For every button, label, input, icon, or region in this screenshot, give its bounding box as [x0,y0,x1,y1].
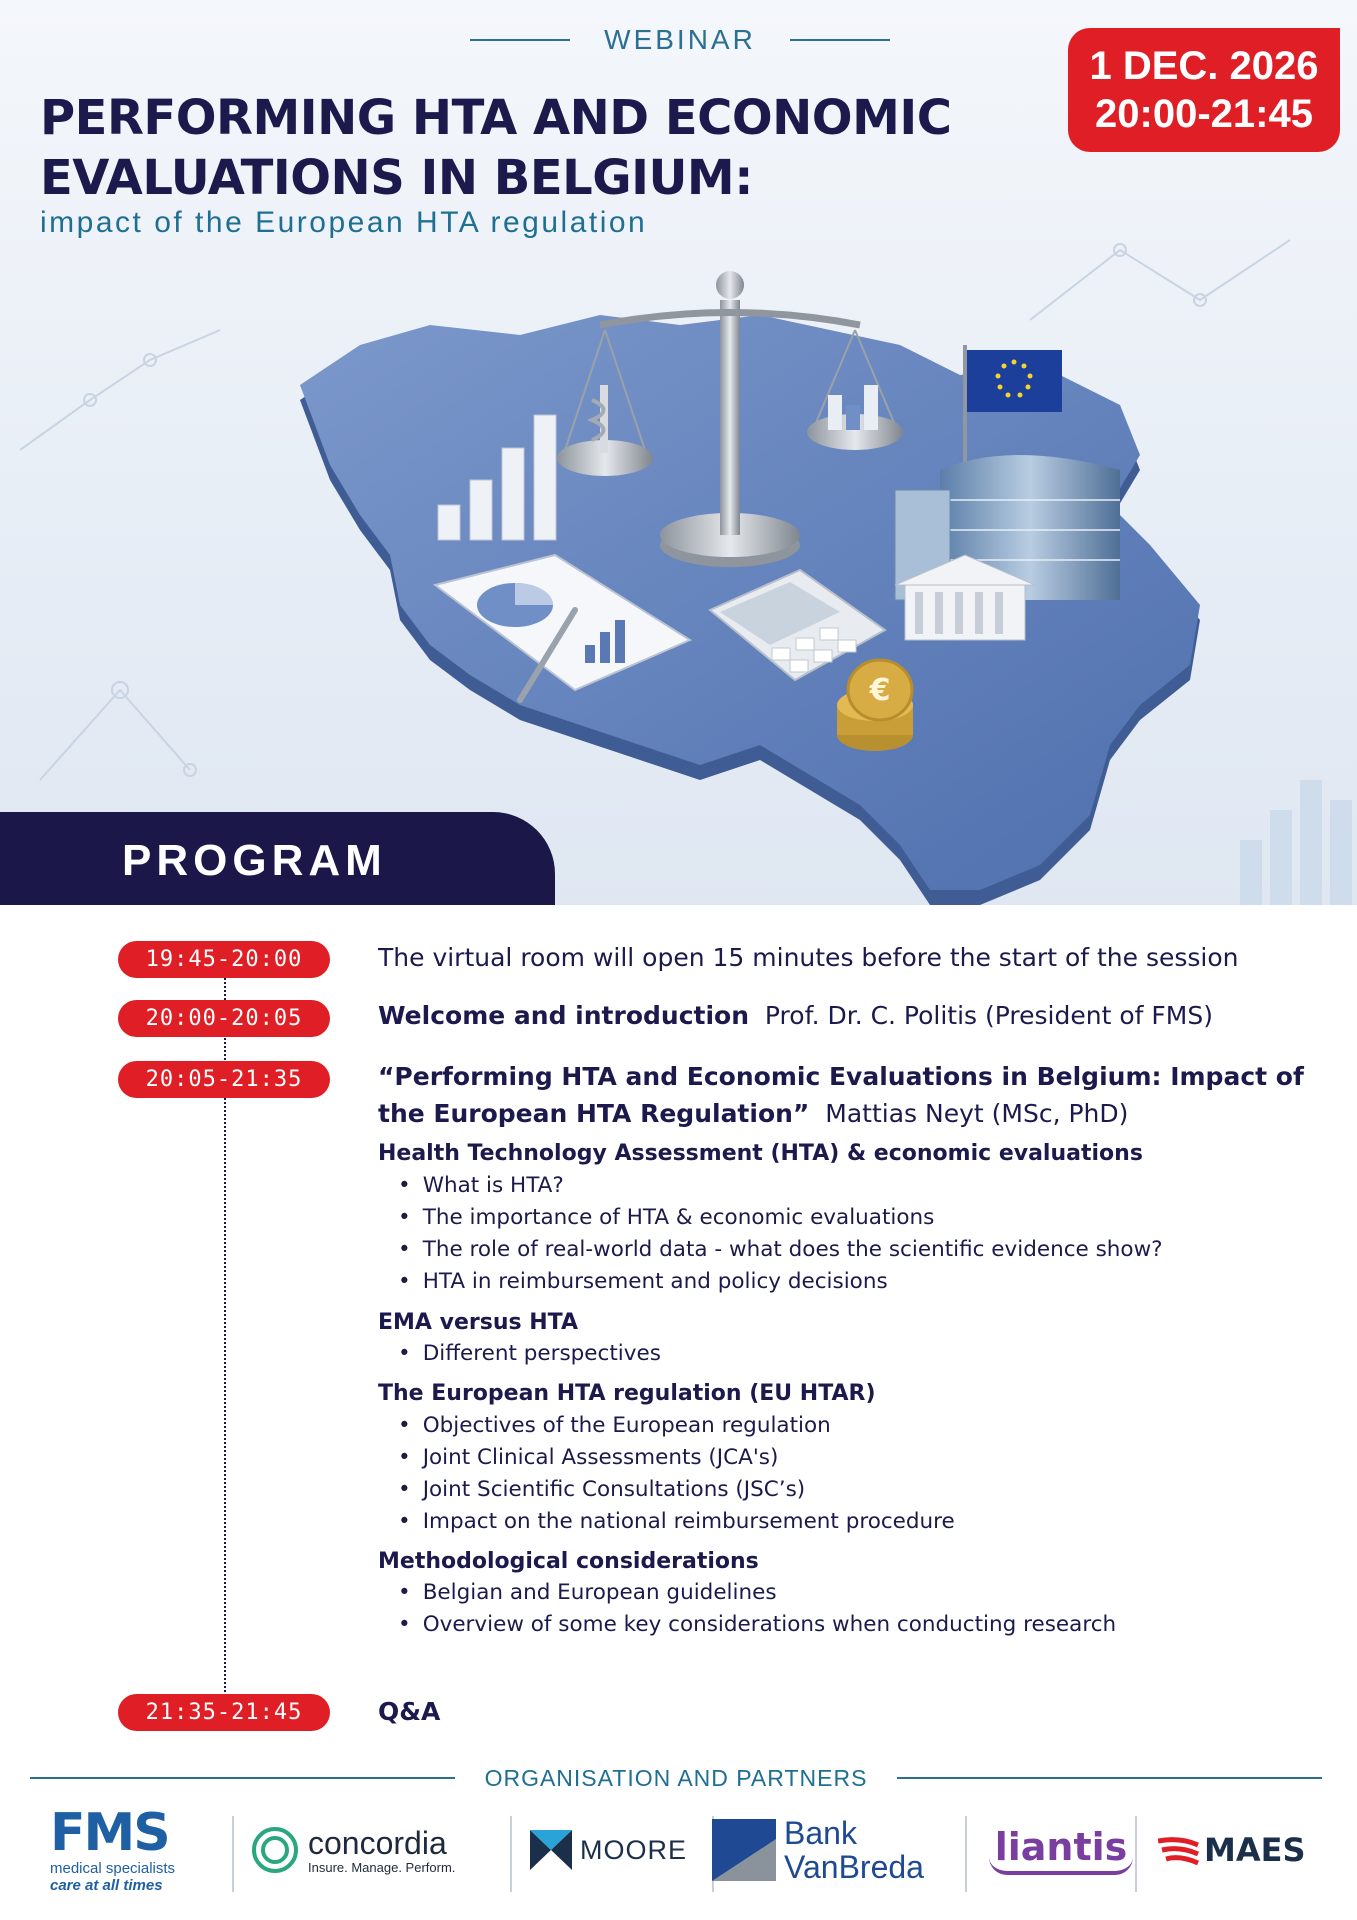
program-row [378,1697,440,1726]
partners-heading: ORGANISATION AND PARTNERS [484,1764,868,1791]
eu-flag [967,350,1062,412]
logo-divider [965,1816,967,1892]
list-item: • Impact on the national reimbursement procedure [398,1506,955,1538]
maes-icon [1158,1835,1202,1865]
kicker-line-right [790,39,890,41]
bullet-list [398,1338,661,1370]
list-item: • Objectives of the European regulation [398,1410,955,1442]
list-item: • The role of real-world data - what does the scientific evidence show? [398,1234,1163,1266]
moore-logo [530,1800,710,1900]
logo-divider [232,1816,234,1892]
logo-divider [510,1816,512,1892]
hero-banner [0,0,1357,905]
euro-icon: € [869,673,891,708]
list-item: • The importance of HTA & economic evaluations [398,1202,1163,1234]
title-line-1: PERFORMING HTA AND ECONOMIC [40,90,952,146]
bank-vanbreda-logo [712,1800,972,1900]
fms-tagline-1: medical specialists [50,1860,176,1877]
list-item: • What is HTA? [398,1170,1163,1202]
liantis-logo [986,1800,1136,1900]
list-item: • Different perspectives [398,1338,661,1370]
webinar-label: WEBINAR [604,24,756,55]
concordia-wordmark: concordia [308,1824,447,1861]
event-time: 20:00-21:45 [1095,92,1313,136]
concordia-logo [250,1800,520,1900]
program-row-speaker: Mattias Neyt (MSc, PhD) [825,1099,1129,1128]
bank-wordmark-2: VanBreda [784,1849,924,1885]
section-heading: EMA versus HTA [378,1310,578,1335]
program-banner [0,812,555,905]
concordia-tagline: Insure. Manage. Perform. [308,1859,456,1875]
title-line-2: EVALUATIONS IN BELGIUM: [40,150,753,206]
event-date: 1 DEC. 2026 [1089,44,1319,88]
vanbreda-icon [712,1819,776,1881]
concordia-icon [250,1825,300,1875]
section-heading: Health Technology Assessment (HTA) & economic evaluations [378,1141,1143,1166]
bullet-list [398,1170,1163,1298]
bullet-list [398,1410,955,1538]
list-item: • Belgian and European guidelines [398,1577,1116,1609]
page-title [40,88,1020,208]
bullet-list [398,1577,1116,1641]
maes-logo [1158,1800,1330,1900]
moore-icon [530,1830,572,1870]
moore-wordmark: MOORE [580,1834,688,1865]
time-pill: 20:00-20:05 [118,1000,330,1037]
fms-wordmark: FMS [50,1803,169,1863]
webinar-kicker [470,20,890,60]
kicker-line-left [470,39,570,41]
list-item: • Joint Scientific Consultations (JSC’s) [398,1474,955,1506]
section-heading: The European HTA regulation (EU HTAR) [378,1381,876,1406]
partners-heading-row [30,1760,1322,1796]
page-subtitle: impact of the European HTA regulation [40,206,648,239]
time-pill: 21:35-21:45 [118,1694,330,1731]
program-row-title: Q&A [378,1697,441,1726]
bank-wordmark-1: Bank [784,1815,857,1851]
partners-line-right [897,1777,1322,1779]
time-pill: 19:45-20:00 [118,941,330,978]
program-row [378,1058,1308,1132]
fms-logo [50,1800,230,1900]
date-badge [1068,28,1340,152]
section-heading: Methodological considerations [378,1549,759,1574]
liantis-wordmark: liantis [989,1825,1134,1875]
fms-tagline-2: care at all times [50,1877,163,1894]
background-bar-chart [1240,780,1352,905]
logo-divider [1135,1816,1137,1892]
program-row-speaker: Prof. Dr. C. Politis (President of FMS) [764,1001,1213,1030]
list-item: • Overview of some key considerations when conducting research [398,1609,1116,1641]
partners-line-left [30,1777,455,1779]
program-row [378,1001,1213,1030]
program-row-text: The virtual room will open 15 minutes before the start of the session [378,943,1239,972]
list-item: • Joint Clinical Assessments (JCA's) [398,1442,955,1474]
maes-wordmark: MAES [1204,1831,1306,1869]
program-row-title: Welcome and introduction [378,1001,750,1030]
time-pill: 20:05-21:35 [118,1061,330,1098]
program-row-title: “Performing HTA and Economic Evaluations in Belgium: Impact of the European HTA Regulation” [378,1062,1304,1128]
partner-logos [40,1800,1330,1900]
list-item: • HTA in reimbursement and policy decisions [398,1266,1163,1298]
program-heading: PROGRAM [122,836,387,885]
